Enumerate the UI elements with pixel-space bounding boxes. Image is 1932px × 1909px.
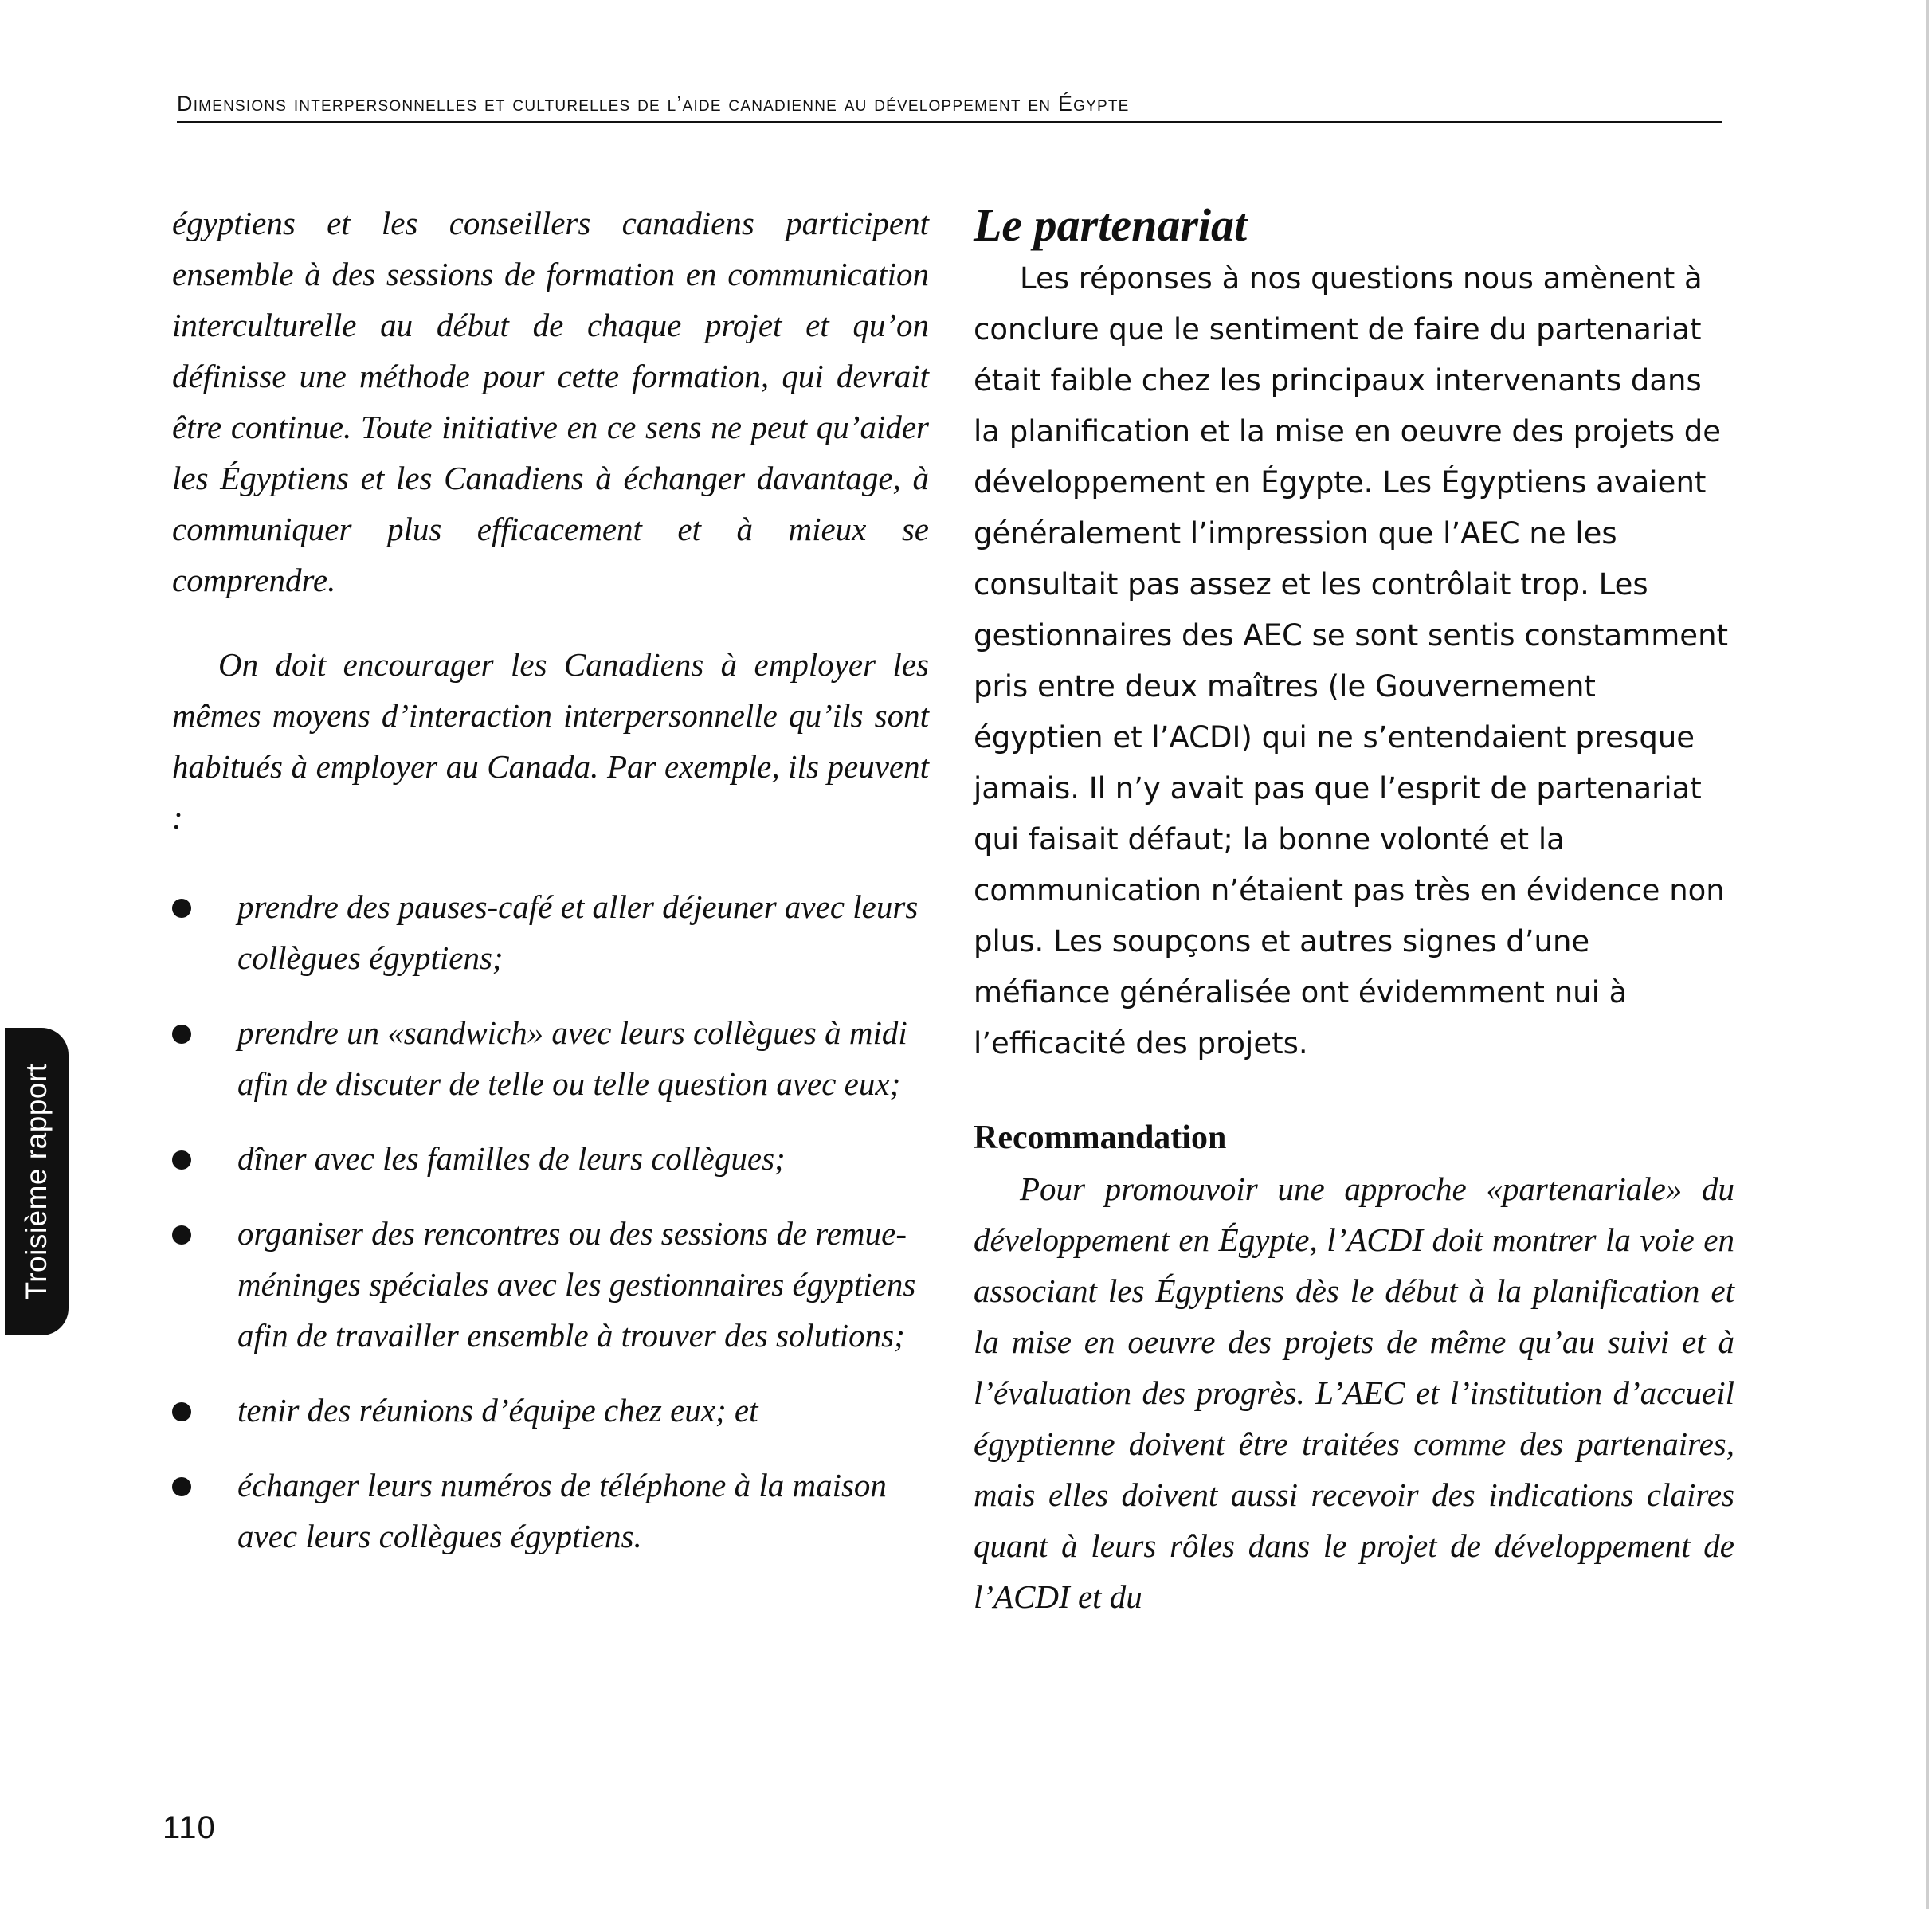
list-item	[172, 1460, 929, 1562]
page-number: 110	[163, 1810, 216, 1845]
bullet-icon	[172, 1150, 191, 1170]
bullet-icon	[172, 899, 191, 918]
left-column	[172, 198, 929, 1586]
left-paragraph-1: égyptiens et les conseillers canadiens participent ensemble à des sessions de formation en communication interculturelle au début de chaque projet et qu’on définisse une méthode pour cette formation, qui devrait être continue. Toute initiative en ce sens ne peut qu’aider les Égyptiens et les Canadiens à échanger davantage, à communiquer plus efficacement et à mieux se comprendre.	[172, 205, 929, 598]
section-body: Les réponses à nos questions nous amènent à conclure que le sentiment de faire du partenariat était faible chez les principaux intervenants dans la planification et la mise en oeuvre des projets de développement en Égypte. Les Égyptiens avaient généralement l’impression que l’AEC ne les consultait pas assez et les contrôlait trop. Les gestionnaires des AEC se sont sentis constamment pris entre deux maîtres (le Gouvernement égyptien et l’ACDI) qui ne s’entendaient presque jamais. Il n’y avait pas que l’esprit de partenariat qui faisait défaut; la bonne volonté et la communication n’étaient pas très en évidence non plus. Les soupçons et autres signes d’une méfiance généralisée ont évidemment nui à l’efficacité des projets.	[974, 261, 1729, 1060]
recommendation-body: Pour promouvoir une approche «partenariale» du développement en Égypte, l’ACDI doit montrer la voie en associant les Égyptiens dès le début à la planification et la mise en oeuvre des projets de même qu’au suivi et à l’évaluation des progrès. L’AEC et l’institution d’accueil égyptienne doivent être traitées comme des partenaires, mais elles doivent aussi recevoir des indications claires quant à leurs rôles dans le projet de développement de l’ACDI et du	[974, 1170, 1734, 1615]
list-item-text: tenir des réunions d’équipe chez eux; et	[237, 1392, 758, 1429]
bullet-icon	[172, 1477, 191, 1496]
running-header: Dimensions interpersonnelles et culturelles de l’aide canadienne au développement en Égypte	[177, 92, 1130, 116]
bullet-icon	[172, 1025, 191, 1044]
page-edge-line	[1926, 0, 1929, 1909]
list-item	[172, 1385, 929, 1436]
list-item-text: prendre un «sandwich» avec leurs collègues à midi afin de discuter de telle ou telle question avec eux;	[237, 1014, 907, 1102]
recommendation-heading: Recommandation	[974, 1119, 1227, 1156]
list-item	[172, 1007, 929, 1109]
list-item-text: organiser des rencontres ou des sessions de remue-méninges spéciales avec les gestionnaires égyptiens afin de travailler ensemble à trouver des solutions;	[237, 1215, 916, 1354]
list-item-text: prendre des pauses-café et aller déjeuner avec leurs collègues égyptiens;	[237, 888, 919, 976]
section-title: Le partenariat	[974, 199, 1248, 251]
bullet-icon	[172, 1225, 191, 1245]
left-paragraph-2: On doit encourager les Canadiens à employer les mêmes moyens d’interaction interpersonnelle qu’ils sont habitués à employer au Canada. Par exemple, ils peuvent :	[172, 646, 929, 836]
recommendation-bullet-list	[172, 881, 929, 1562]
bullet-icon	[172, 1402, 191, 1421]
list-item-text: dîner avec les familles de leurs collègues;	[237, 1140, 786, 1177]
right-column	[974, 198, 1734, 1622]
list-item	[172, 1133, 929, 1184]
list-item-text: échanger leurs numéros de téléphone à la maison avec leurs collègues égyptiens.	[237, 1467, 887, 1554]
list-item	[172, 1208, 929, 1361]
chapter-side-tab-label: Troisième rapport	[20, 1063, 53, 1300]
list-item	[172, 881, 929, 983]
header-rule	[177, 121, 1722, 123]
